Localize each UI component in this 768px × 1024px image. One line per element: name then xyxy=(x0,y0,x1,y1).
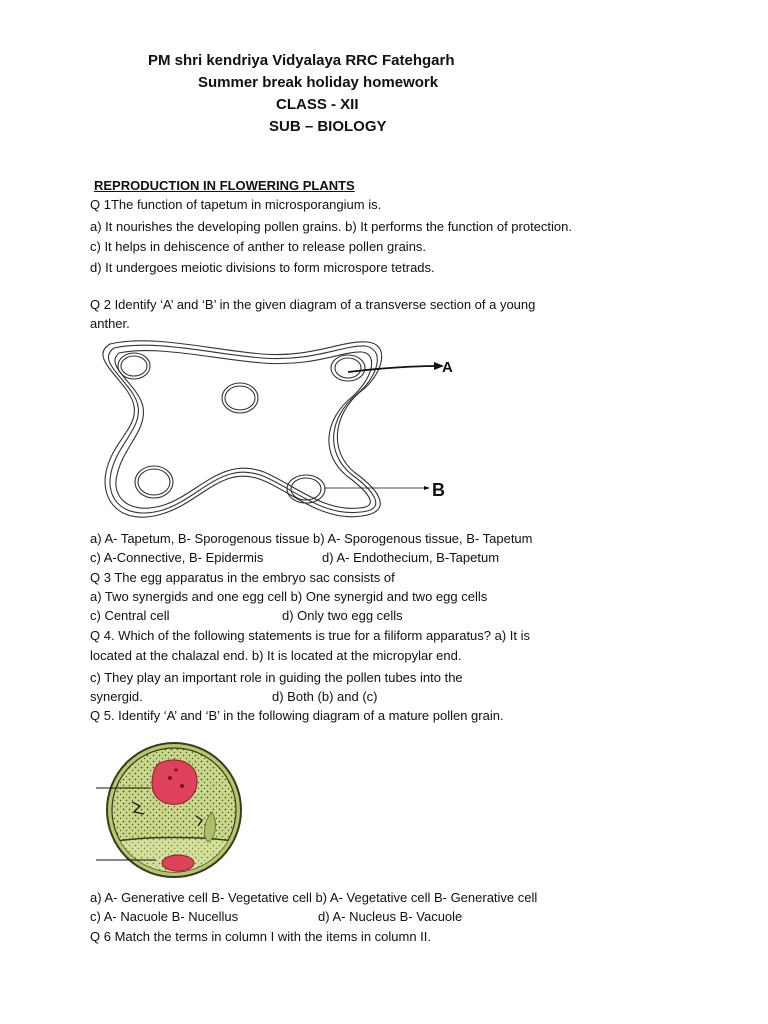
q4-line3: c) They play an important role in guiding the pollen tubes into the xyxy=(90,670,463,685)
q5-option-d: d) A- Nucleus B- Vacuole xyxy=(318,909,463,924)
class-label: CLASS - XII xyxy=(276,96,359,113)
q2-option-d: d) A- Endothecium, B-Tapetum xyxy=(322,550,500,565)
q3-option-d: d) Only two egg cells xyxy=(282,608,403,623)
school-name: PM shri kendriya Vidyalaya RRC Fatehgarh xyxy=(148,52,455,69)
q1-option-c: c) It helps in dehiscence of anther to release pollen grains. xyxy=(90,239,427,254)
q2-option-c: c) A-Connective, B- Epidermis xyxy=(90,550,264,565)
q4-line1: Q 4. Which of the following statements is true for a filiform apparatus? a) It is xyxy=(90,628,531,643)
q6-question: Q 6 Match the terms in column I with the items in column II. xyxy=(90,929,432,944)
q1-options-ab: a) It nourishes the developing pollen grains. b) It performs the function of protection. xyxy=(90,219,572,234)
q4-line2: located at the chalazal end. b) It is located at the micropylar end. xyxy=(90,648,462,663)
q2-options-ab: a) A- Tapetum, B- Sporogenous tissue b) A- Sporogenous tissue, B- Tapetum xyxy=(90,531,533,546)
q5-option-c: c) A- Nacuole B- Nucellus xyxy=(90,909,239,924)
q4-line4-synergid: synergid. xyxy=(90,689,143,704)
q5-options-ab: a) A- Generative cell B- Vegetative cell b) A- Vegetative cell B- Generative cell xyxy=(90,890,538,905)
q4-option-d: d) Both (b) and (c) xyxy=(272,689,378,704)
pollen-grain-diagram xyxy=(92,742,252,882)
subject-label: SUB – BIOLOGY xyxy=(269,118,387,135)
q2-question-line2: anther. xyxy=(90,316,130,331)
q1-option-d: d) It undergoes meiotic divisions to form microspore tetrads. xyxy=(90,260,435,275)
q2-question-line1: Q 2 Identify ‘A’ and ‘B’ in the given diagram of a transverse section of a young xyxy=(90,297,536,312)
anther-label-b: B xyxy=(432,480,445,500)
q3-question: Q 3 The egg apparatus in the embryo sac consists of xyxy=(90,570,395,585)
assignment-title: Summer break holiday homework xyxy=(198,74,439,91)
q3-options-ab: a) Two synergids and one egg cell b) One synergid and two egg cells xyxy=(90,589,488,604)
anther-label-a: A xyxy=(442,359,453,376)
q5-question: Q 5. Identify ‘A’ and ‘B’ in the following diagram of a mature pollen grain. xyxy=(90,708,504,723)
section-title: REPRODUCTION IN FLOWERING PLANTS xyxy=(94,178,355,193)
anther-ts-diagram xyxy=(92,332,472,522)
q3-option-c: c) Central cell xyxy=(90,608,170,623)
q1-question: Q 1The function of tapetum in microsporangium is. xyxy=(90,197,382,212)
